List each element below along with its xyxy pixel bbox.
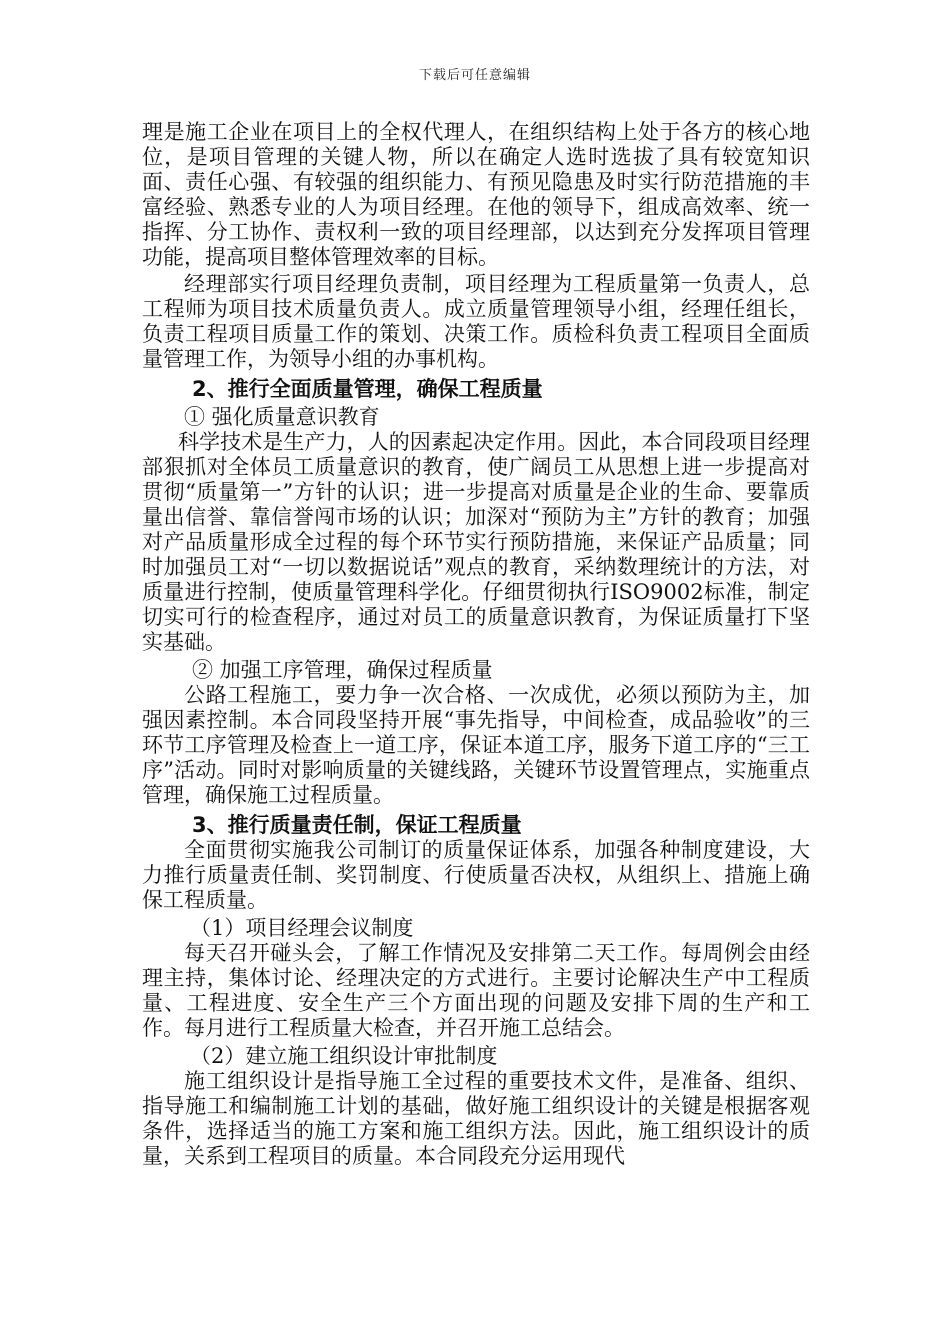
section-heading-2: 2、推行全面质量管理，确保工程质量 — [192, 377, 543, 401]
subheading-quality-awareness: ① 强化质量意识教育 — [184, 405, 380, 429]
subheading-process-management: ② 加强工序管理，确保过程质量 — [192, 658, 493, 682]
paragraph-design-approval: 施工组织设计是指导施工全过程的重要技术文件，是准备、组织、指导施工和编制施工计划的基础，做好施工组织设计的关键是根据客观条件，选择适当的施工方案和施工组织方法。因此，施工组织设计的质量，关系到工程项目的质量。本合同段充分运用现代 — [142, 1069, 810, 1168]
document-body — [142, 120, 810, 1169]
section-heading-3: 3、推行质量责任制，保证工程质量 — [192, 813, 522, 837]
paragraph-meeting-system: 每天召开碰头会，了解工作情况及安排第二天工作。每周例会由经理主持，集体讨论、经理决定的方式进行。主要讨论解决生产中工程质量、工程进度、安全生产三个方面出现的问题及安排下周的生产和工作。每月进行工程质量大检查，并召开施工总结会。 — [142, 941, 810, 1040]
subheading-design-approval: （2）建立施工组织设计审批制度 — [190, 1044, 498, 1068]
paragraph-manager-responsibility: 经理部实行项目经理负责制，项目经理为工程质量第一负责人，总工程师为项目技术质量负责人。成立质量管理领导小组，经理任组长，负责工程项目质量工作的策划、决策工作。质检科负责工程项目全面质量管理工作，为领导小组的办事机构。 — [142, 272, 810, 371]
paragraph-project-manager-role: 理是施工企业在项目上的全权代理人，在组织结构上处于各方的核心地位，是项目管理的关键人物，所以在确定人选时选拔了具有较宽知识面、责任心强、有较强的组织能力、有预见隐患及时实行防范措施的丰富经验、熟悉专业的人为项目经理。在他的领导下，组成高效率、统一指挥、分工协作、责权利一致的项目经理部，以达到充分发挥项目管理功能，提高项目整体管理效率的目标。 — [142, 120, 810, 269]
paragraph-process-quality: 公路工程施工，要力争一次合格、一次成优，必须以预防为主，加强因素控制。本合同段坚持开展“事先指导，中间检查，成品验收”的三环节工序管理及检查上一道工序，保证本道工序，服务下道工序的“三工序”活动。同时对影响质量的关键线路，关键环节设置管理点，实施重点管理，确保施工过程质量。 — [142, 683, 810, 807]
subheading-meeting-system: （1）项目经理会议制度 — [190, 916, 414, 940]
paragraph-quality-responsibility: 全面贯彻实施我公司制订的质量保证体系，加强各种制度建设，大力推行质量责任制、奖罚制度、行使质量否决权，从组织上、措施上确保工程质量。 — [142, 838, 810, 912]
page-header: 下载后可任意编辑 — [418, 68, 531, 83]
paragraph-quality-education: 科学技术是生产力，人的因素起决定作用。因此，本合同段项目经理部狠抓对全体员工质量意识的教育，使广阔员工从思想上进一步提高对贯彻“质量第一”方针的认识；进一步提高对质量是企业的生命、要靠质量出信誉、靠信誉闯市场的认识；加深对“预防为主”方针的教育；加强对产品质量形成全过程的每个环节实行预防措施，来保证产品质量；同时加强员工对“一切以数据说话”观点的教育，采纳数理统计的方法，对质量进行控制，使质量管理科学化。仔细贯彻执行ISO9002标准，制定切实可行的检查程序，通过对员工的质量意识教育，为保证质量打下坚实基础。 — [142, 430, 810, 654]
